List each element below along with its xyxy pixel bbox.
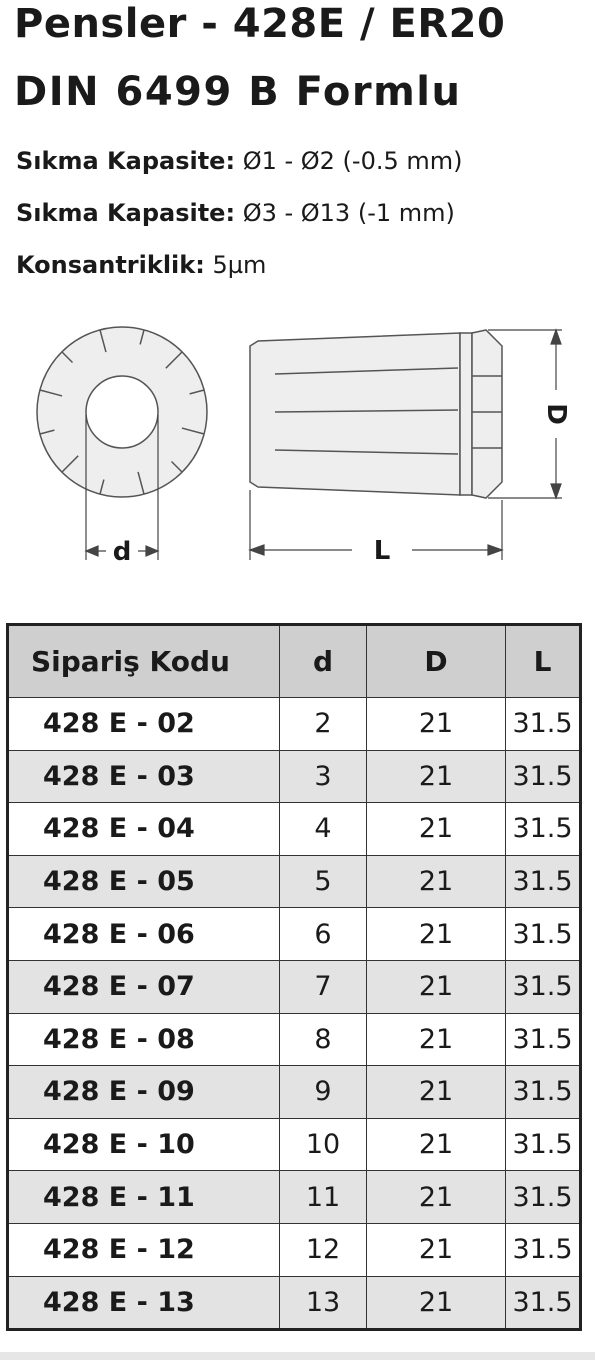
cell-order-code: 428 E - 12 <box>8 1223 280 1276</box>
cell-L: 31.5 <box>506 803 581 856</box>
order-code-table <box>6 623 582 1331</box>
spec-value: Ø1 - Ø2 (-0.5 mm) <box>235 147 463 175</box>
cell-D: 21 <box>367 1013 506 1066</box>
table-row <box>8 1118 581 1171</box>
spec-value: Ø3 - Ø13 (-1 mm) <box>235 199 455 227</box>
spec-label: Sıkma Kapasite: <box>16 199 236 227</box>
dim-D-label: D <box>541 403 571 425</box>
cell-L: 31.5 <box>506 960 581 1013</box>
cell-L: 31.5 <box>506 1118 581 1171</box>
page-title: Pensler - 428E / ER20 <box>14 1 506 47</box>
cell-D: 21 <box>367 908 506 961</box>
cell-D: 21 <box>367 803 506 856</box>
cell-d: 9 <box>280 1066 367 1119</box>
cell-D: 21 <box>367 960 506 1013</box>
table-row <box>8 803 581 856</box>
table-row <box>8 1223 581 1276</box>
cell-order-code: 428 E - 09 <box>8 1066 280 1119</box>
collet-technical-drawing <box>0 318 595 568</box>
cell-L: 31.5 <box>506 1171 581 1224</box>
cell-D: 21 <box>367 1066 506 1119</box>
spec-label: Sıkma Kapasite: <box>16 147 236 175</box>
cell-order-code: 428 E - 11 <box>8 1171 280 1224</box>
cell-d: 10 <box>280 1118 367 1171</box>
cell-D: 21 <box>367 855 506 908</box>
cell-d: 13 <box>280 1276 367 1330</box>
cell-d: 7 <box>280 960 367 1013</box>
cell-D: 21 <box>367 750 506 803</box>
cell-L: 31.5 <box>506 855 581 908</box>
cell-order-code: 428 E - 05 <box>8 855 280 908</box>
cell-d: 6 <box>280 908 367 961</box>
cell-D: 21 <box>367 1223 506 1276</box>
collet-side-view <box>250 330 502 498</box>
cell-d: 2 <box>280 698 367 751</box>
spec-label: Konsantriklik: <box>16 251 205 279</box>
cell-d: 11 <box>280 1171 367 1224</box>
table-row <box>8 1171 581 1224</box>
table-row <box>8 750 581 803</box>
table-body <box>8 698 581 1330</box>
table-row <box>8 855 581 908</box>
cell-L: 31.5 <box>506 698 581 751</box>
page-subtitle: DIN 6499 B Formlu <box>14 69 462 115</box>
column-header-d: d <box>280 625 367 698</box>
column-header-D: D <box>367 625 506 698</box>
cell-d: 5 <box>280 855 367 908</box>
column-header-order-code: Sipariş Kodu <box>8 625 280 698</box>
table-row <box>8 1013 581 1066</box>
dim-d-label: d <box>112 537 132 567</box>
cell-L: 31.5 <box>506 1066 581 1119</box>
cell-order-code: 428 E - 13 <box>8 1276 280 1330</box>
cell-order-code: 428 E - 06 <box>8 908 280 961</box>
spec-line <box>16 198 455 228</box>
table-row <box>8 1276 581 1330</box>
cell-order-code: 428 E - 08 <box>8 1013 280 1066</box>
dim-L-label: L <box>373 536 391 566</box>
cell-d: 4 <box>280 803 367 856</box>
cell-L: 31.5 <box>506 1223 581 1276</box>
cell-L: 31.5 <box>506 1013 581 1066</box>
cell-D: 21 <box>367 1276 506 1330</box>
cell-L: 31.5 <box>506 1276 581 1330</box>
cell-order-code: 428 E - 10 <box>8 1118 280 1171</box>
cell-order-code: 428 E - 04 <box>8 803 280 856</box>
column-header-L: L <box>506 625 581 698</box>
cell-order-code: 428 E - 03 <box>8 750 280 803</box>
cell-order-code: 428 E - 07 <box>8 960 280 1013</box>
spec-line <box>16 146 463 176</box>
spec-value: 5µm <box>204 251 267 279</box>
cell-order-code: 428 E - 02 <box>8 698 280 751</box>
page-footer-bar <box>0 1352 595 1360</box>
cell-L: 31.5 <box>506 908 581 961</box>
spec-line <box>16 250 266 280</box>
cell-L: 31.5 <box>506 750 581 803</box>
cell-D: 21 <box>367 1171 506 1224</box>
cell-D: 21 <box>367 698 506 751</box>
table-row <box>8 908 581 961</box>
cell-D: 21 <box>367 1118 506 1171</box>
cell-d: 8 <box>280 1013 367 1066</box>
table-header-row <box>8 625 581 698</box>
cell-d: 12 <box>280 1223 367 1276</box>
cell-d: 3 <box>280 750 367 803</box>
table-row <box>8 698 581 751</box>
table-row <box>8 1066 581 1119</box>
table-row <box>8 960 581 1013</box>
